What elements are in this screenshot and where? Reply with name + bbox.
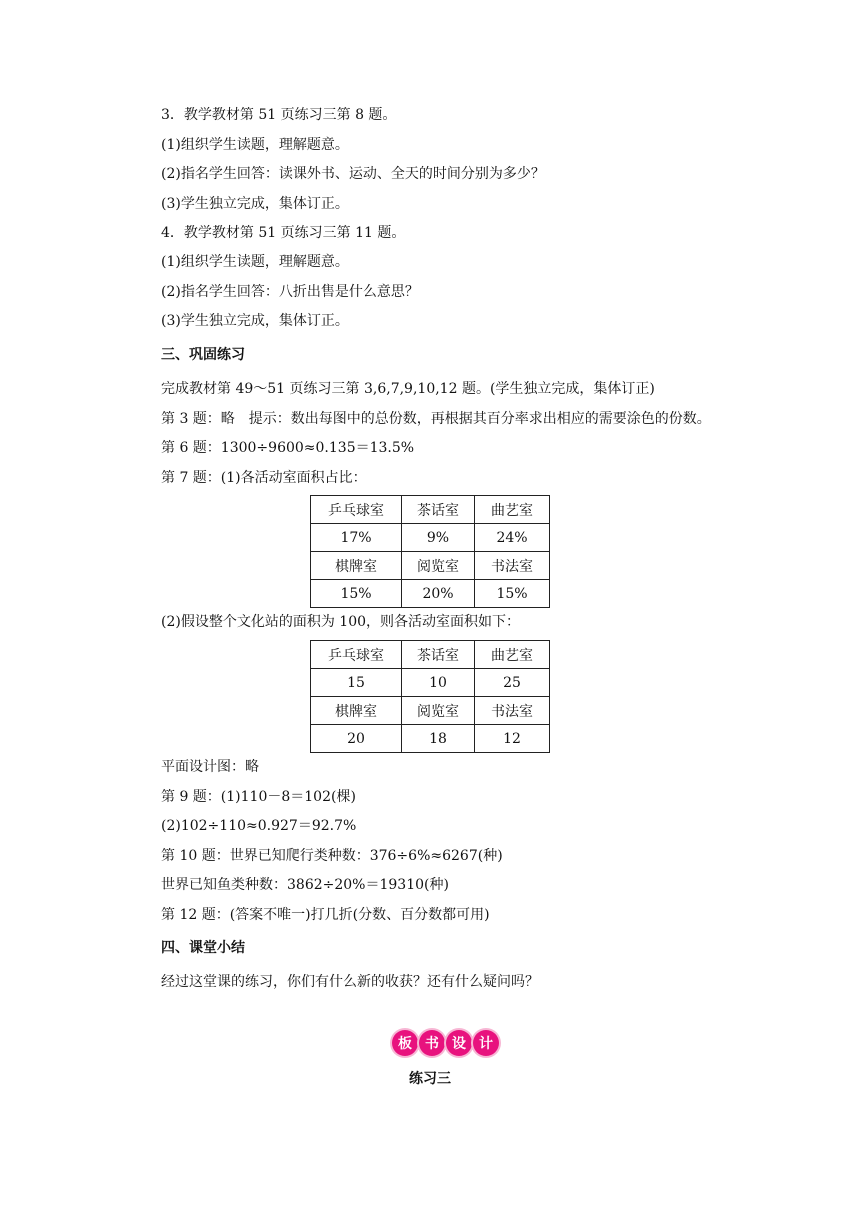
table-row — [311, 552, 550, 580]
text-line: (3)学生独立完成，集体订正。 — [161, 196, 349, 212]
table-row — [311, 641, 550, 669]
table-cell: 9% — [402, 524, 475, 552]
text-line: 第 7 题：(1)各活动室面积占比： — [161, 470, 367, 486]
banner-char: 书 — [419, 1030, 445, 1056]
table-cell: 12 — [475, 725, 550, 753]
table-cell: 棋牌室 — [311, 552, 402, 580]
table-cell: 茶话室 — [402, 641, 475, 669]
text-line: (2)指名学生回答：读课外书、运动、全天的时间分别为多少？ — [161, 166, 545, 182]
text-line: 经过这堂课的练习，你们有什么新的收获？还有什么疑问吗？ — [161, 974, 539, 990]
text-line: (2)102÷110≈0.927＝92.7% — [161, 818, 357, 834]
text-line: (1)组织学生读题，理解题意。 — [161, 137, 349, 153]
table-row — [311, 697, 550, 725]
text-line: 第 10 题：世界已知爬行类种数：376÷6%≈6267(种) — [161, 848, 503, 864]
table-row — [311, 669, 550, 697]
table-cell: 阅览室 — [402, 697, 475, 725]
text-line: (2)指名学生回答：八折出售是什么意思？ — [161, 284, 419, 300]
text-line: 3．教学教材第 51 页练习三第 8 题。 — [161, 107, 397, 123]
text-line: (2)假设整个文化站的面积为 100，则各活动室面积如下： — [161, 614, 521, 630]
table-cell: 25 — [475, 669, 550, 697]
table-cell: 15% — [475, 580, 550, 608]
table-cell: 乒乓球室 — [311, 496, 402, 524]
table-cell: 书法室 — [475, 552, 550, 580]
table-row — [311, 580, 550, 608]
text-line: 4．教学教材第 51 页练习三第 11 题。 — [161, 225, 406, 241]
table-cell: 10 — [402, 669, 475, 697]
table-cell: 17% — [311, 524, 402, 552]
text-line: (3)学生独立完成，集体订正。 — [161, 313, 349, 329]
board-title: 练习三 — [409, 1071, 451, 1087]
room-ratio-table — [310, 495, 550, 608]
table-cell: 茶话室 — [402, 496, 475, 524]
section-heading: 四、课堂小结 — [161, 940, 245, 956]
table-cell: 15% — [311, 580, 402, 608]
table-row — [311, 725, 550, 753]
table-cell: 书法室 — [475, 697, 550, 725]
table-cell: 15 — [311, 669, 402, 697]
table-cell: 曲艺室 — [475, 641, 550, 669]
banner-char: 设 — [446, 1030, 472, 1056]
table-cell: 18 — [402, 725, 475, 753]
text-line: 世界已知鱼类种数：3862÷20%＝19310(种) — [161, 877, 449, 893]
text-line: 第 3 题：略 提示：数出每图中的总份数，再根据其百分率求出相应的需要涂色的份数。 — [161, 411, 711, 427]
table-cell: 阅览室 — [402, 552, 475, 580]
table-cell: 乒乓球室 — [311, 641, 402, 669]
table-cell: 24% — [475, 524, 550, 552]
table-cell: 20 — [311, 725, 402, 753]
text-line: (1)组织学生读题，理解题意。 — [161, 254, 349, 270]
text-line: 平面设计图：略 — [161, 759, 259, 775]
banner-char: 板 — [392, 1030, 418, 1056]
text-line: 第 12 题：(答案不唯一)打几折(分数、百分数都可用) — [161, 907, 490, 923]
board-design-banner — [392, 1030, 500, 1057]
room-area-table — [310, 640, 550, 753]
table-row — [311, 496, 550, 524]
text-line: 第 6 题：1300÷9600≈0.135＝13.5% — [161, 440, 415, 456]
text-line: 第 9 题：(1)110－8＝102(棵) — [161, 789, 356, 805]
section-heading: 三、巩固练习 — [161, 347, 245, 363]
table-cell: 曲艺室 — [475, 496, 550, 524]
text-line: 完成教材第 49～51 页练习三第 3,6,7,9,10,12 题。(学生独立完成，集体订正) — [161, 381, 655, 397]
table-row — [311, 524, 550, 552]
table-cell: 棋牌室 — [311, 697, 402, 725]
banner-char: 计 — [473, 1030, 499, 1056]
table-cell: 20% — [402, 580, 475, 608]
